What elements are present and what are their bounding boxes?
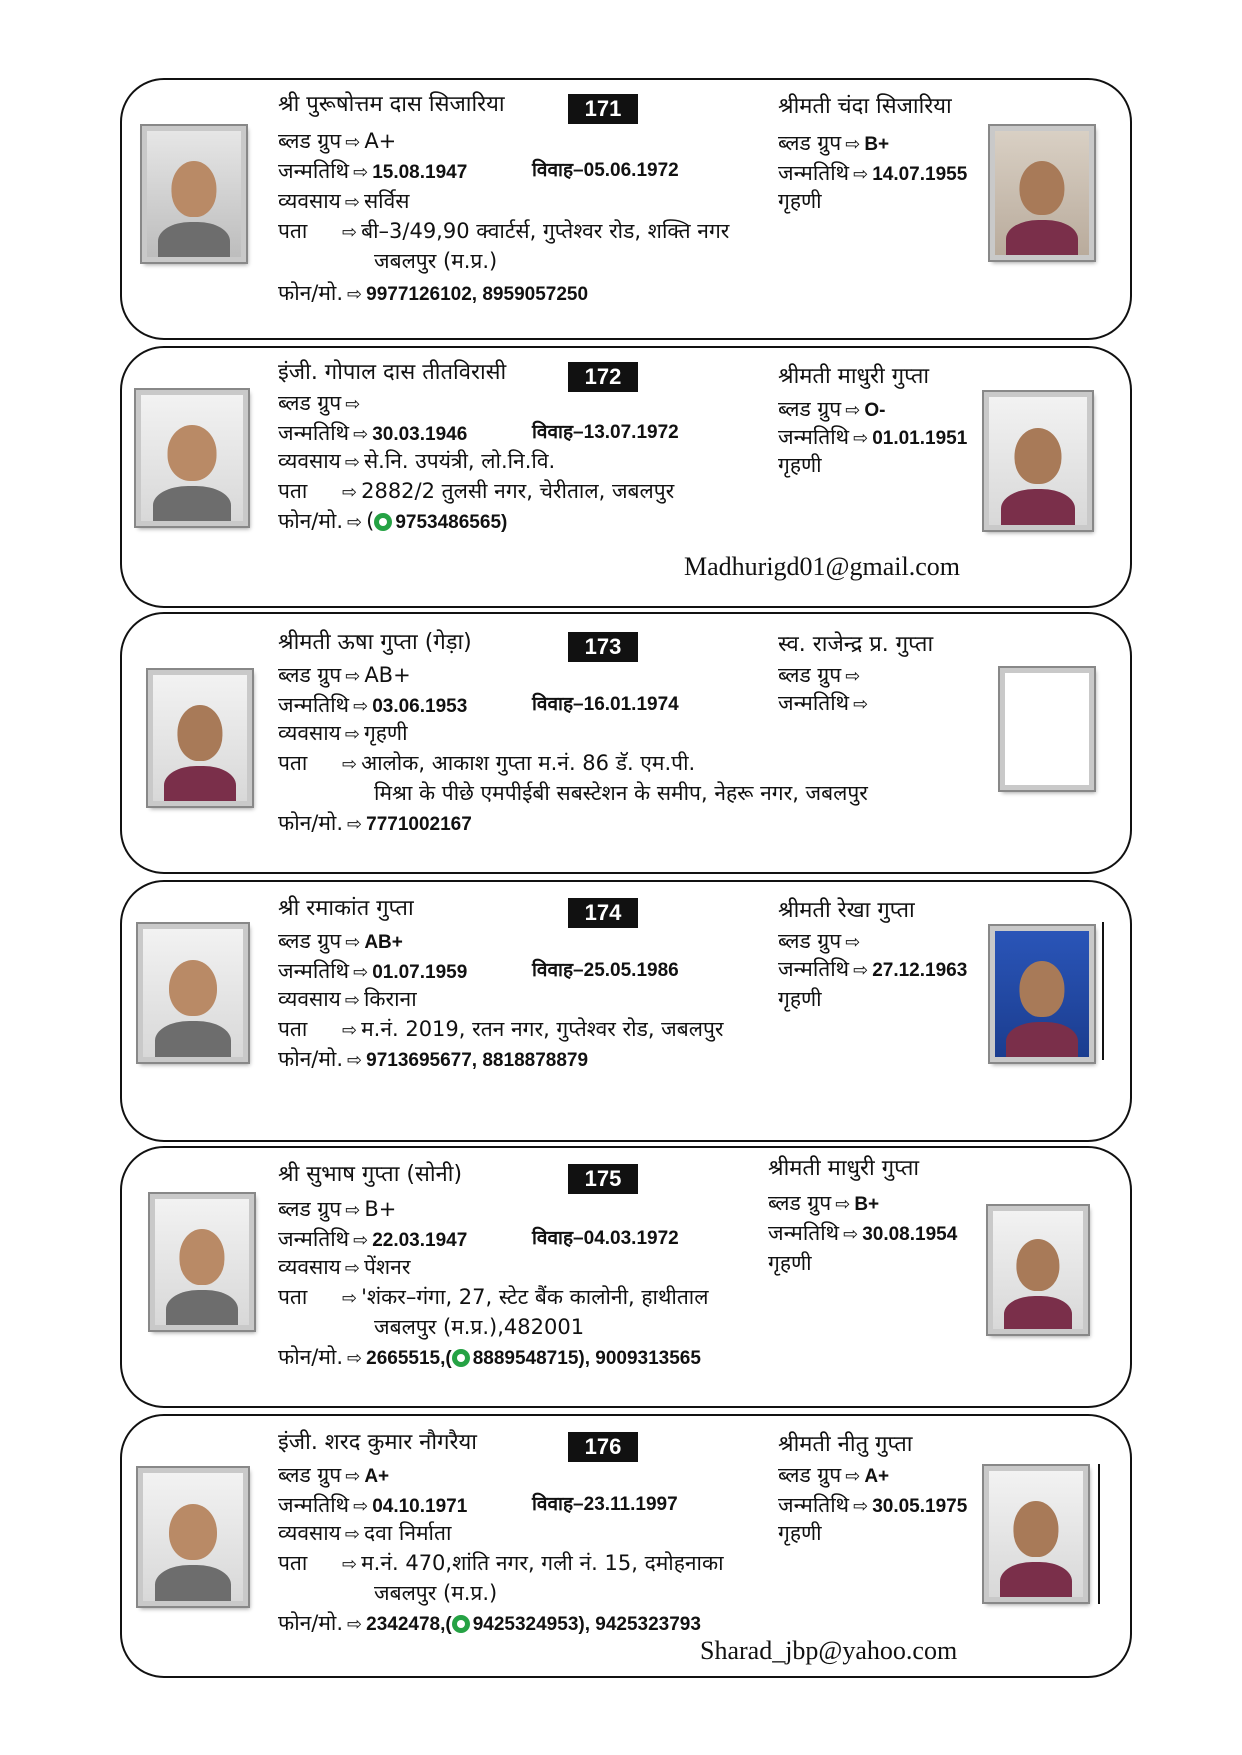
husband-blood: A+ [364, 1466, 390, 1487]
husband-name: इंजी. शरद कुमार नौगरैया [278, 1430, 477, 1455]
phone-label: फोन/मो. [278, 1611, 344, 1635]
address-line-1: आलोक, आकाश गुप्ता म.नं. 86 डॅ. एम.पी. [361, 751, 696, 775]
arrow-icon: ⇨ [345, 666, 361, 687]
arrow-icon: ⇨ [342, 1288, 358, 1309]
arrow-icon: ⇨ [853, 694, 869, 715]
dob-label: जन्मतिथि [778, 957, 850, 981]
wife-dob: 01.01.1951 [872, 428, 968, 449]
arrow-icon: ⇨ [843, 1224, 859, 1245]
address-line-2: मिश्रा के पीछे एमपीईबी सबस्टेशन के समीप, नेहरू नगर, जबलपुर [374, 781, 868, 805]
address-line-2: जबलपुर (म.प्र.),482001 [374, 1315, 585, 1339]
husband-job: पेंशनर [363, 1255, 411, 1279]
husband-phone: 8889548715), 9009313565 [472, 1348, 701, 1369]
arrow-icon: ⇨ [845, 134, 861, 155]
wife-name: श्रीमती रेखा गुप्ता [778, 898, 915, 923]
arrow-icon: ⇨ [835, 1194, 851, 1215]
wife-name: श्रीमती चंदा सिजारिया [778, 94, 952, 119]
dob-label: जन्मतिथि [278, 159, 350, 183]
member-number: 172 [568, 362, 638, 392]
wife-job: गृहणी [778, 189, 822, 213]
member-number: 171 [568, 94, 638, 124]
arrow-icon: ⇨ [342, 222, 358, 243]
blood-label: ब्लड ग्रुप [278, 391, 342, 415]
wife-photo [984, 1466, 1088, 1602]
arrow-icon: ⇨ [353, 1496, 369, 1517]
wife-photo [988, 1206, 1088, 1334]
dob-label: जन्मतिथि [278, 1227, 350, 1251]
husband-name: इंजी. गोपाल दास तीतविरासी [278, 360, 507, 385]
address-line-2: जबलपुर (म.प्र.) [374, 1581, 498, 1605]
husband-job: किराना [363, 987, 417, 1011]
husband-photo [148, 670, 252, 806]
arrow-icon: ⇨ [345, 932, 361, 953]
email-text: Sharad_jbp@yahoo.com [700, 1636, 958, 1665]
member-card-171 [120, 78, 1132, 340]
dob-label: जन्मतिथि [778, 691, 850, 715]
phone-prefix: ( [366, 509, 375, 533]
wife-job: गृहणी [778, 1521, 822, 1545]
husband-dob: 15.08.1947 [372, 162, 468, 183]
address-label: पता [278, 219, 308, 243]
member-card-175 [120, 1146, 1132, 1408]
arrow-icon: ⇨ [845, 666, 861, 687]
husband-dob: 04.10.1971 [372, 1496, 468, 1517]
wife-blood: B+ [854, 1194, 880, 1215]
arrow-icon: ⇨ [342, 1554, 358, 1575]
arrow-icon: ⇨ [845, 400, 861, 421]
wife-dob: 27.12.1963 [872, 960, 968, 981]
husband-phone: 9753486565) [395, 512, 508, 533]
member-card-172 [120, 346, 1132, 608]
arrow-icon: ⇨ [347, 284, 363, 305]
arrow-icon: ⇨ [342, 482, 358, 503]
member-number: 173 [568, 632, 638, 662]
dob-label: जन्मतिथि [778, 161, 850, 185]
phone-label: फोन/मो. [278, 811, 344, 835]
husband-photo [138, 1468, 248, 1606]
dob-label: जन्मतिथि [778, 425, 850, 449]
wife-job: गृहणी [778, 453, 822, 477]
wife-photo [990, 926, 1094, 1062]
dob-label: जन्मतिथि [278, 1493, 350, 1517]
address-label: पता [278, 479, 308, 503]
husband-name: श्री पुरूषोत्तम दास सिजारिया [278, 92, 505, 117]
arrow-icon: ⇨ [345, 1466, 361, 1487]
wife-photo-placeholder [1000, 668, 1094, 790]
husband-blood: B+ [364, 1197, 397, 1221]
member-number: 174 [568, 898, 638, 928]
arrow-icon: ⇨ [353, 696, 369, 717]
arrow-icon: ⇨ [345, 132, 361, 153]
arrow-icon: ⇨ [345, 1200, 361, 1221]
husband-phone: 7771002167 [366, 814, 472, 835]
husband-blood: AB+ [364, 932, 403, 953]
member-card-176 [120, 1414, 1132, 1678]
wife-name: स्व. राजेन्द्र प्र. गुप्ता [778, 632, 934, 657]
husband-photo [142, 126, 246, 262]
phone-prefix: 2665515,( [366, 1348, 452, 1369]
arrow-icon: ⇨ [347, 1050, 363, 1071]
marriage-date: विवाह–04.03.1972 [532, 1228, 679, 1249]
blood-label: ब्लड ग्रुप [778, 397, 842, 421]
wife-job: गृहणी [778, 987, 822, 1011]
marriage-date: विवाह–16.01.1974 [532, 694, 679, 715]
phone-label: फोन/मो. [278, 509, 344, 533]
wife-job: गृहणी [768, 1251, 812, 1275]
wife-name: श्रीमती माधुरी गुप्ता [778, 364, 930, 389]
arrow-icon: ⇨ [353, 162, 369, 183]
job-label: व्यवसाय [278, 449, 341, 473]
arrow-icon: ⇨ [347, 1614, 363, 1635]
address-line-1: म.नं. 2019, रतन नगर, गुप्तेश्वर रोड, जबलपुर [361, 1017, 724, 1041]
blood-label: ब्लड ग्रुप [778, 929, 842, 953]
job-label: व्यवसाय [278, 189, 341, 213]
wife-dob: 14.07.1955 [872, 164, 968, 185]
address-line-1: 'शंकर–गंगा, 27, स्टेट बैंक कालोनी, हाथीताल [361, 1285, 709, 1309]
blood-label: ब्लड ग्रुप [778, 1463, 842, 1487]
arrow-icon: ⇨ [853, 428, 869, 449]
blood-label: ब्लड ग्रुप [278, 129, 342, 153]
arrow-icon: ⇨ [342, 1020, 358, 1041]
wife-blood: O- [864, 400, 886, 421]
job-label: व्यवसाय [278, 1255, 341, 1279]
husband-dob: 30.03.1946 [372, 424, 468, 445]
arrow-icon: ⇨ [344, 724, 360, 745]
dob-label: जन्मतिथि [778, 1493, 850, 1517]
job-label: व्यवसाय [278, 1521, 341, 1545]
husband-photo [138, 924, 248, 1062]
member-card-173 [120, 612, 1132, 874]
address-line-2: जबलपुर (म.प्र.) [374, 249, 498, 273]
husband-name: श्री रमाकांत गुप्ता [278, 896, 414, 921]
blood-label: ब्लड ग्रुप [278, 1463, 342, 1487]
arrow-icon: ⇨ [345, 394, 361, 415]
husband-job: से.नि. उपयंत्री, लो.नि.वि. [363, 449, 556, 473]
wife-blood: B+ [864, 134, 890, 155]
address-label: पता [278, 751, 308, 775]
frame-mark [1102, 922, 1104, 1060]
phone-prefix: 2342478,( [366, 1614, 452, 1635]
member-card-174 [120, 880, 1132, 1142]
arrow-icon: ⇨ [347, 1348, 363, 1369]
blood-label: ब्लड ग्रुप [768, 1191, 832, 1215]
husband-phone: 9425324953), 9425323793 [472, 1614, 701, 1635]
arrow-icon: ⇨ [344, 990, 360, 1011]
member-number: 176 [568, 1432, 638, 1462]
address-label: पता [278, 1285, 308, 1309]
phone-label: फोन/मो. [278, 1047, 344, 1071]
marriage-date: विवाह–13.07.1972 [532, 422, 679, 443]
dob-label: जन्मतिथि [278, 959, 350, 983]
arrow-icon: ⇨ [344, 1524, 360, 1545]
wife-photo [984, 392, 1092, 530]
arrow-icon: ⇨ [353, 424, 369, 445]
husband-dob: 03.06.1953 [372, 696, 468, 717]
arrow-icon: ⇨ [353, 962, 369, 983]
blood-label: ब्लड ग्रुप [278, 1197, 342, 1221]
husband-dob: 01.07.1959 [372, 962, 468, 983]
arrow-icon: ⇨ [347, 814, 363, 835]
husband-dob: 22.03.1947 [372, 1230, 468, 1251]
frame-mark [1098, 1464, 1100, 1604]
husband-photo [136, 390, 248, 526]
member-number: 175 [568, 1164, 638, 1194]
blood-label: ब्लड ग्रुप [778, 131, 842, 155]
wife-name: श्रीमती नीतु गुप्ता [778, 1432, 913, 1457]
wife-dob: 30.08.1954 [862, 1224, 958, 1245]
arrow-icon: ⇨ [845, 932, 861, 953]
marriage-date: विवाह–25.05.1986 [532, 960, 679, 981]
dob-label: जन्मतिथि [768, 1221, 840, 1245]
address-line-1: बी–3/49,90 क्वार्टर्स, गुप्तेश्वर रोड, शक्ति नगर [361, 219, 730, 243]
husband-job: सर्विस [363, 189, 410, 213]
job-label: व्यवसाय [278, 987, 341, 1011]
arrow-icon: ⇨ [342, 754, 358, 775]
phone-label: फोन/मो. [278, 281, 344, 305]
husband-name: श्रीमती ऊषा गुप्ता (गेड़ा) [278, 630, 472, 655]
whatsapp-icon [374, 513, 392, 531]
arrow-icon: ⇨ [853, 164, 869, 185]
address-line-1: 2882/2 तुलसी नगर, चेरीताल, जबलपुर [361, 479, 675, 503]
husband-job: गृहणी [363, 721, 408, 745]
wife-blood: A+ [864, 1466, 890, 1487]
wife-dob: 30.05.1975 [872, 1496, 968, 1517]
husband-blood: AB+ [364, 663, 411, 687]
husband-name: श्री सुभाष गुप्ता (सोनी) [278, 1162, 463, 1187]
marriage-date: विवाह–05.06.1972 [532, 160, 679, 181]
husband-phone: 9713695677, 8818878879 [366, 1050, 589, 1071]
blood-label: ब्लड ग्रुप [278, 929, 342, 953]
blood-label: ब्लड ग्रुप [778, 663, 842, 687]
dob-label: जन्मतिथि [278, 421, 350, 445]
email-text: Madhurigd01@gmail.com [684, 552, 960, 581]
arrow-icon: ⇨ [344, 452, 360, 473]
address-label: पता [278, 1551, 308, 1575]
wife-photo [990, 126, 1094, 260]
husband-job: दवा निर्माता [363, 1521, 452, 1545]
marriage-date: विवाह–23.11.1997 [532, 1494, 678, 1515]
phone-label: फोन/मो. [278, 1345, 344, 1369]
address-label: पता [278, 1017, 308, 1041]
husband-photo [150, 1194, 254, 1330]
arrow-icon: ⇨ [845, 1466, 861, 1487]
arrow-icon: ⇨ [344, 192, 360, 213]
arrow-icon: ⇨ [344, 1258, 360, 1279]
address-line-1: म.नं. 470,शांति नगर, गली नं. 15, दमोहनाका [361, 1551, 724, 1575]
whatsapp-icon [452, 1615, 470, 1633]
arrow-icon: ⇨ [353, 1230, 369, 1251]
wife-name: श्रीमती माधुरी गुप्ता [768, 1156, 920, 1181]
blood-label: ब्लड ग्रुप [278, 663, 342, 687]
arrow-icon: ⇨ [853, 1496, 869, 1517]
dob-label: जन्मतिथि [278, 693, 350, 717]
job-label: व्यवसाय [278, 721, 341, 745]
arrow-icon: ⇨ [347, 512, 363, 533]
husband-blood: A+ [364, 129, 397, 153]
husband-phone: 9977126102, 8959057250 [366, 284, 589, 305]
whatsapp-icon [452, 1349, 470, 1367]
arrow-icon: ⇨ [853, 960, 869, 981]
